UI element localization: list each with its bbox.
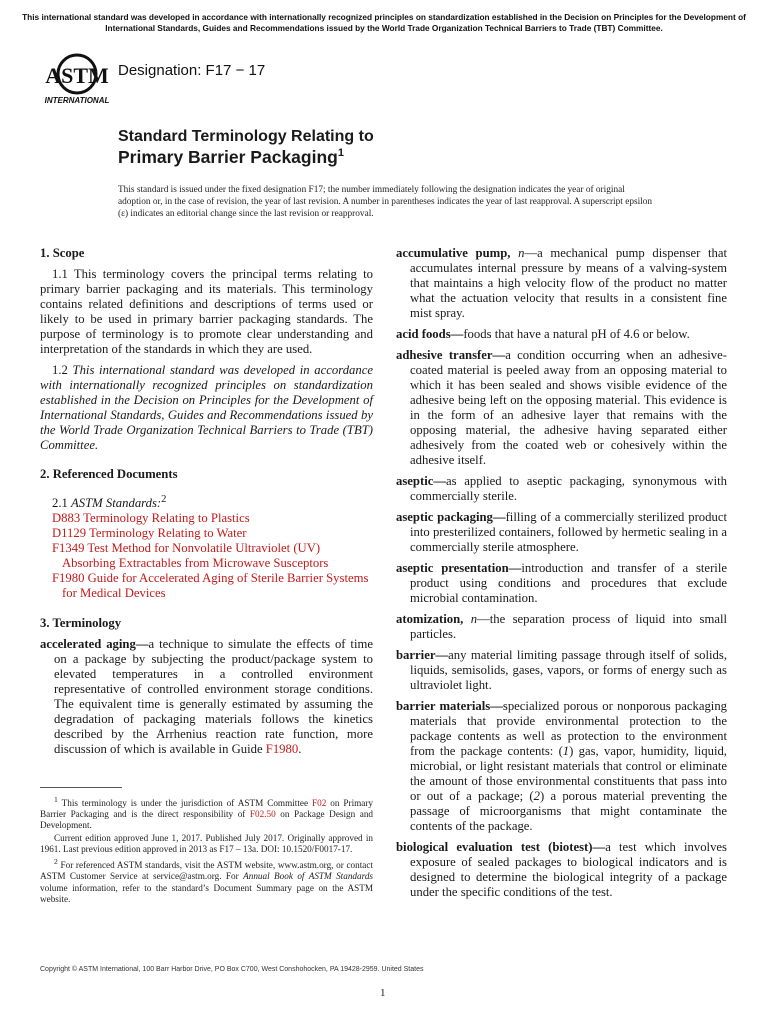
scope-heading: 1. Scope [40, 246, 85, 260]
definition-entry [396, 474, 727, 504]
copyright: Copyright © ASTM International, 100 Barr Harbor Drive, PO Box C700, West Conshohocken, PA 19428-2959. United States [40, 966, 424, 973]
referenced-heading: 2. Referenced Documents [40, 467, 178, 481]
definition-entry [396, 246, 727, 321]
ref-title-link[interactable]: Terminology Relating to Plastics [83, 511, 250, 526]
committee-link[interactable]: F02 [312, 798, 327, 809]
definition-accelerated-aging [40, 637, 373, 757]
definition-text: —a mechanical pump dispenser that accumulates internal pressure by means of a valving-system that maintains a high velocity flow of the product no matter what the actuation velocity that results in a consistent fine mist spray. [410, 246, 727, 320]
footnote-2-marker: 2 [54, 857, 58, 867]
ref-code-link[interactable]: D883 [52, 511, 81, 526]
right-column [396, 246, 727, 906]
definition-biotest [396, 840, 727, 900]
term-label: atomization, [396, 612, 464, 626]
definition-entry [396, 648, 727, 693]
footnote-1-marker: 1 [54, 795, 58, 804]
title-line-1: Standard Terminology Relating to [118, 128, 374, 145]
definition-entry [396, 561, 727, 606]
term-label: accelerated aging— [40, 637, 149, 652]
definition-text: ) gas, vapor, humidity, liquid, microbial, or light resistant materials that control or eliminate the amount of those environmental constituents that pass into or out of a package; ( [410, 744, 727, 803]
ref-code-link[interactable]: D1129 [52, 526, 87, 541]
term-label: barrier— [396, 648, 449, 662]
term-label: barrier materials— [396, 699, 503, 713]
definition-barrier-materials [396, 699, 727, 834]
definition-text: any material limiting passage through itself of solids, liquids, semisolids, gases, vapors, or forms of energy such as ultraviolet light. [410, 648, 727, 692]
ref-code-link[interactable]: F1980 [52, 571, 85, 586]
ref-footnote-ref[interactable]: 2 [161, 494, 167, 505]
definition-text: foods that have a natural pH of 4.6 or below. [463, 327, 690, 341]
logo-subtext: INTERNATIONAL [44, 96, 110, 105]
list-number: 2 [533, 789, 540, 803]
definition-text: a test which involves exposure of sealed packages to biological indicators and is designed to determine the biological integrity of a package under the specific conditions of the test. [410, 840, 727, 899]
term-label: adhesive transfer— [396, 348, 506, 362]
term-label: biological evaluation test (biotest)— [396, 840, 606, 854]
footnote-2-text-a: For referenced ASTM standards, visit the ASTM website, www.astm.org, or contact ASTM Customer Service at service@astm.org. For [40, 860, 373, 882]
definition-text: filling of a commercially sterilized product into presterilized containers, followed by hermetic sealing in a commercially sterile atmosphere. [410, 510, 727, 554]
part-of-speech: n [470, 612, 478, 626]
term-label: acid foods— [396, 327, 464, 341]
astm-standards-label [40, 492, 373, 511]
definition-entry [396, 348, 727, 468]
footnote-1 [40, 794, 373, 832]
tbt-notice: This international standard was developed in accordance with internationally recognized principles on standardization established in the Decision on Principles for the Development of International Standards, Guides and Recommendations issued by the World Trade Organization Technical Barriers to Trade (TBT) Committee. [22, 12, 746, 33]
ref-sub-number: 2.1 [52, 496, 68, 511]
term-label: aseptic packaging— [396, 510, 506, 524]
definition-text: a technique to simulate the effects of time on a package by subjecting the product/package system to elevated temperatures in a controlled environment representative of controlled environment storage conditions. The equivalent time is generally estimated by assuming the degradation of packaging materials follows the kinetics described by the Arrhenius reaction rate function, more discussion of which is available in Guide [54, 637, 373, 757]
definition-text: specialized porous or nonporous packaging materials that provide environmental protection to the package contents as well as protection to the environment from the package contents: ( [410, 699, 728, 758]
term-label: accumulative pump, [396, 246, 511, 260]
footnote-1-text-c: on Package Design and Development. [40, 809, 374, 831]
left-column [40, 246, 373, 763]
terminology-heading: 3. Terminology [40, 616, 122, 631]
list-number: 1 [562, 744, 570, 758]
definition-entry [396, 510, 727, 555]
scope-paragraph-2 [40, 363, 373, 453]
guide-link[interactable]: F1980 [265, 742, 299, 757]
logo-text: ASTM [45, 63, 109, 88]
definition-entry [396, 612, 727, 642]
ref-code-link[interactable]: F1349 [52, 541, 85, 556]
ref-title-link[interactable]: Guide for Accelerated Aging of Sterile Barrier Systems for Medical Devices [62, 571, 369, 601]
footnote-2 [40, 856, 373, 905]
definition-text: as applied to aseptic packaging, synonymous with commercially sterile. [410, 474, 727, 503]
scope-paragraph-1: 1.1 This terminology covers the principal terms relating to primary barrier packaging and its materials. This terminology contains related definitions and descriptions of terms used or likely to be used in primary barrier packaging standards. The purpose of terminology is to promote clear understanding and interpretation of the standards in which they are used. [40, 267, 373, 356]
astm-logo [40, 52, 114, 106]
footnote-divider [40, 787, 122, 788]
part-of-speech: n [518, 246, 525, 260]
definition-text: ) a porous material preventing the passage of microorganisms that might contaminate the contents of the package. [410, 789, 727, 833]
footnote-1-text-a: This terminology is under the jurisdiction of ASTM Committee [61, 798, 309, 809]
footnote-2-text-b: volume information, refer to the standard’s Document Summary page on the ASTM website. [40, 882, 373, 904]
title-line-2 [118, 147, 344, 168]
referenced-item [40, 526, 373, 541]
ref-title-link[interactable]: Test Method for Nonvolatile Ultraviolet (UV) Absorbing Extractables from Microwave Susceptors [62, 541, 329, 571]
definition-text: —the separation process of liquid into small particles. [410, 612, 728, 641]
ref-sub-label: ASTM Standards: [71, 496, 162, 511]
definition-text: a condition occurring when an adhesive-coated material is peeled away from an opposing material to which it has been sealed and shows visible evidence of the adhesive being left on the opposing material. This evidence is in the form of an adhesive layer that remains with the opposing material, the adhesive having separated either adhesively from the coated web or cohesively within the adhesive itself. [410, 348, 727, 467]
ref-title-link[interactable]: Terminology Relating to Water [89, 526, 247, 541]
scope-p2-number: 1.2 [52, 363, 68, 377]
footnote-1-text-b: on Primary Barrier Packaging and is the direct responsibility of [40, 798, 373, 820]
definition-text: introduction and transfer of a sterile product using conditions and procedures that exclude microbial contamination. [410, 561, 727, 605]
footnote-2-italic: Annual Book of ASTM Standards [243, 871, 373, 882]
page-number: 1 [380, 987, 386, 999]
term-label: aseptic— [396, 474, 447, 488]
definition-end: . [298, 742, 302, 757]
scope-p2-text: This international standard was developed in accordance with internationally recognized principles on standardization established in the Decision on Principles for the Development of International Standards, Guides and Recommendations issued by the World Trade Organization Technical Barriers to Trade (TBT) Committee. [40, 363, 374, 452]
issued-note: This standard is issued under the fixed designation F17; the number immediately following the designation indicates the year of original adoption or, in the case of revision, the year of last revision. A number in parentheses indicates the year of last reapproval. A superscript epsilon (ε) indicates an editorial change since the last revision or reapproval. [118, 185, 653, 219]
term-label: aseptic presentation— [396, 561, 522, 575]
footnotes [40, 794, 373, 906]
definition-entry [396, 327, 727, 342]
designation: Designation: F17 − 17 [118, 62, 266, 79]
footnote-1-edition: Current edition approved June 1, 2017. Published July 2017. Originally approved in 1961. Last previous edition approved in 2013 as F17 – 13a. DOI: 10.1520/F0017-17. [40, 832, 373, 854]
title-text: Primary Barrier Packaging [118, 147, 338, 167]
title-footnote-ref[interactable]: 1 [337, 147, 344, 160]
referenced-item [40, 511, 373, 526]
referenced-item [40, 541, 373, 571]
referenced-list [40, 511, 373, 601]
subcommittee-link[interactable]: F02.50 [249, 809, 276, 820]
referenced-item [40, 571, 373, 601]
